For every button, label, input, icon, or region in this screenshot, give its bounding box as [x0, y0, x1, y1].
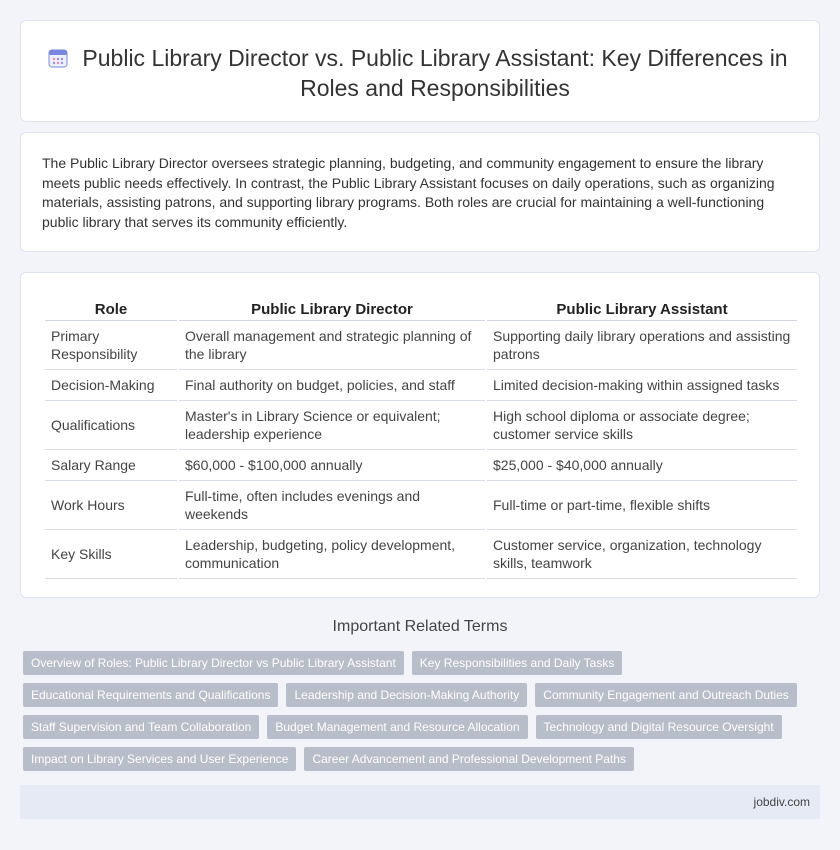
footer-site-link[interactable]: jobdiv.com [753, 795, 810, 809]
related-term-chip[interactable]: Career Advancement and Professional Development Paths [304, 747, 634, 771]
related-term-chip[interactable]: Overview of Roles: Public Library Director vs Public Library Assistant [23, 651, 404, 675]
director-cell: Full-time, often includes evenings and weekends [179, 481, 485, 530]
row-label: Salary Range [45, 450, 177, 481]
related-term-chip[interactable]: Staff Supervision and Team Collaboration [23, 715, 259, 739]
row-label: Key Skills [45, 530, 177, 579]
director-cell: Leadership, budgeting, policy development, communication [179, 530, 485, 579]
title-card [20, 20, 820, 122]
header-role: Role [45, 295, 177, 321]
director-cell: Final authority on budget, policies, and staff [179, 370, 485, 401]
related-term-chip[interactable]: Key Responsibilities and Daily Tasks [412, 651, 623, 675]
related-term-chip[interactable]: Technology and Digital Resource Oversight [536, 715, 782, 739]
row-label: Decision-Making [45, 370, 177, 401]
row-label: Work Hours [45, 481, 177, 530]
row-label: Primary Responsibility [45, 321, 177, 370]
related-terms-list [23, 651, 823, 779]
comparison-table [43, 295, 799, 579]
director-cell: Overall management and strategic planning of the library [179, 321, 485, 370]
related-term-chip[interactable]: Impact on Library Services and User Experience [23, 747, 296, 771]
row-label: Qualifications [45, 401, 177, 450]
related-terms-title: Important Related Terms [332, 618, 508, 635]
table-header-row [45, 295, 797, 321]
table-row [45, 321, 797, 370]
chip-row [23, 715, 823, 739]
header-director: Public Library Director [179, 295, 485, 321]
related-term-chip[interactable]: Educational Requirements and Qualifications [23, 683, 278, 707]
chip-row [23, 651, 823, 675]
table-row [45, 370, 797, 401]
assistant-cell: Supporting daily library operations and assisting patrons [487, 321, 797, 370]
footer [20, 785, 820, 819]
page-title: Public Library Director vs. Public Library Assistant: Key Differences in Roles and Responsibilities [82, 45, 788, 101]
related-term-chip[interactable]: Leadership and Decision-Making Authority [286, 683, 527, 707]
intro-paragraph: The Public Library Director oversees strategic planning, budgeting, and community engagement to ensure the library meets public needs effectively. In contrast, the Public Library Assistant focuses on daily operations, such as organizing materials, assisting patrons, and supporting library programs. Both roles are crucial for maintaining a well-functioning public library that serves its community efficiently. [42, 155, 775, 230]
director-cell: $60,000 - $100,000 annually [179, 450, 485, 481]
chip-row [23, 683, 823, 707]
comparison-card [20, 272, 820, 598]
assistant-cell: $25,000 - $40,000 annually [487, 450, 797, 481]
assistant-cell: Customer service, organization, technology skills, teamwork [487, 530, 797, 579]
table-row [45, 530, 797, 579]
chip-row [23, 747, 823, 771]
director-cell: Master's in Library Science or equivalent; leadership experience [179, 401, 485, 450]
header-assistant: Public Library Assistant [487, 295, 797, 321]
assistant-cell: High school diploma or associate degree; customer service skills [487, 401, 797, 450]
table-row [45, 450, 797, 481]
assistant-cell: Full-time or part-time, flexible shifts [487, 481, 797, 530]
intro-card [20, 132, 820, 252]
assistant-cell: Limited decision-making within assigned tasks [487, 370, 797, 401]
related-term-chip[interactable]: Community Engagement and Outreach Duties [535, 683, 796, 707]
table-row [45, 481, 797, 530]
table-row [45, 401, 797, 450]
related-term-chip[interactable]: Budget Management and Resource Allocation [267, 715, 527, 739]
